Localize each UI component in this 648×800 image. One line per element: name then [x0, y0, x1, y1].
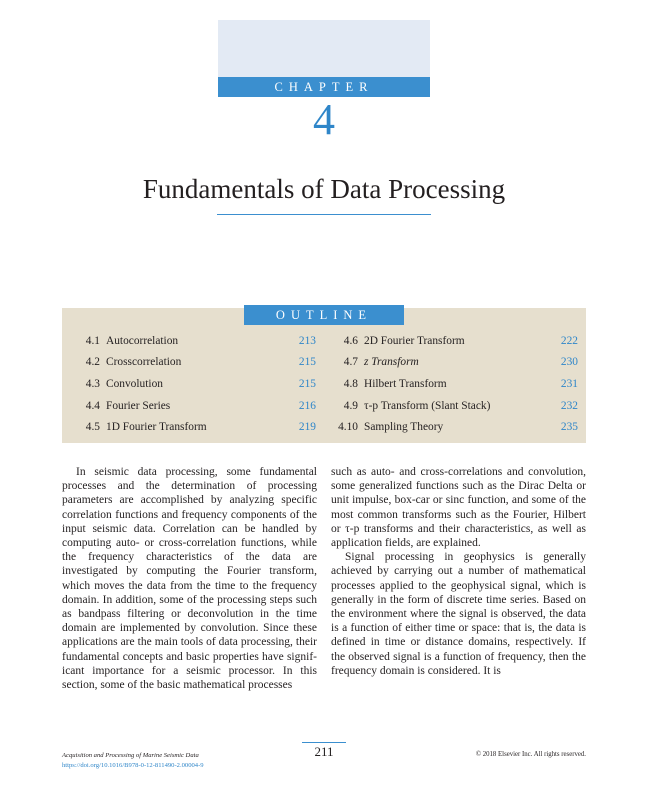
toc-number: 4.1: [85, 335, 100, 347]
toc-number: 4.4: [85, 400, 100, 412]
toc-number: 4.5: [85, 421, 100, 433]
toc-page: 235: [560, 421, 578, 433]
toc-entry[interactable]: [74, 353, 316, 371]
toc-page: 231: [560, 378, 578, 390]
chapter-title: Fundamentals of Data Processing: [142, 174, 506, 204]
toc-page: 215: [298, 356, 316, 368]
toc-entry[interactable]: [332, 353, 578, 371]
toc-page: 219: [298, 421, 316, 433]
toc-entry[interactable]: [332, 375, 578, 393]
toc-title: Crosscorrelation: [106, 356, 182, 368]
toc-title: Hilbert Transform: [364, 378, 447, 390]
outline-box: [62, 308, 586, 443]
toc-number: 4.8: [343, 378, 358, 390]
footer-citation: [62, 751, 204, 771]
toc-number: 4.2: [85, 356, 100, 368]
toc-page: 222: [560, 335, 578, 347]
toc-page: 230: [560, 356, 578, 368]
toc-number: 4.3: [85, 378, 100, 390]
toc-number: 4.10: [338, 421, 358, 433]
toc-entry[interactable]: [332, 418, 578, 436]
toc-number: 4.7: [343, 356, 358, 368]
toc-entry[interactable]: [332, 332, 578, 350]
toc-entry[interactable]: [74, 375, 316, 393]
chapter-label: CHAPTER: [218, 77, 430, 97]
toc-title: 1D Fourier Transform: [106, 421, 207, 433]
toc-entry[interactable]: [74, 332, 316, 350]
toc-entry[interactable]: [332, 397, 578, 415]
toc-title: τ-p Transform (Slant Stack): [364, 400, 491, 412]
toc-page: 232: [560, 400, 578, 412]
toc-page: 215: [298, 378, 316, 390]
body-paragraph: Signal processing in geophysics is generally achieved by carrying out a number of mathematical processes applied to the geophysical signal, which is generally in the form of discrete time series. Based on the environment where the signal is observed, the data is a function of either time or space: that is, the data is defined in time or distance domains, respectively. If the observed signal is a function of frequency, then the frequency domain is considered. It is: [331, 551, 586, 677]
toc-title: z Transform: [364, 356, 419, 368]
toc-title: Sampling Theory: [364, 421, 444, 433]
outline-label: OUTLINE: [244, 305, 404, 325]
footer-book-title: Acquisition and Processing of Marine Seismic Data: [62, 752, 199, 759]
toc-page: 213: [298, 335, 316, 347]
toc-title: 2D Fourier Transform: [364, 335, 465, 347]
toc-number: 4.9: [343, 400, 358, 412]
toc-entry[interactable]: [74, 418, 316, 436]
footer-copyright: © 2018 Elsevier Inc. All rights reserved.: [475, 751, 586, 758]
chapter-number: 4: [313, 95, 335, 144]
title-divider: [217, 214, 431, 215]
toc-entry[interactable]: [74, 397, 316, 415]
toc-page: 216: [298, 400, 316, 412]
toc-title: Convolution: [106, 378, 163, 390]
page-number: 211: [314, 744, 334, 759]
body-column-left: [62, 465, 317, 692]
toc-title: Fourier Series: [106, 400, 171, 412]
body-column-right: [331, 465, 586, 678]
toc-number: 4.6: [343, 335, 358, 347]
body-paragraph: such as auto- and cross-correlations and convolution, some generalized functions such as the Dirac Delta or unit impulse, box-car or sinc function, and some of the most common transforms such as the Fourier, Hilbert or τ-p transforms and their characteristics, as well as application fields, are explained.: [331, 466, 586, 550]
toc-title: Autocorrelation: [106, 335, 179, 347]
footer-doi-link[interactable]: https://doi.org/10.1016/B978-0-12-811490-2.00004-9: [62, 762, 204, 769]
body-paragraph: In seismic data processing, some fundamental processes and the determination of processing parameters are accomplished by analyzing specific correlation functions and frequency components of the input seismic data. Correlation can be handled by computing auto- or cross-correlation functions, while the frequency characteristics of the data are investigated by computing the Fourier transform, which moves the data from the time to the frequency domain. In addition, some of the processing steps such as bandpass filtering or deconvolution in the time domain are implemented by convolution. Since these applications are the main tools of data processing, their fundamental concepts and basic properties have significant importance for a seismic processor. In this section, some of the basic mathematical processes: [62, 466, 317, 692]
page-number-rule: [302, 742, 346, 743]
